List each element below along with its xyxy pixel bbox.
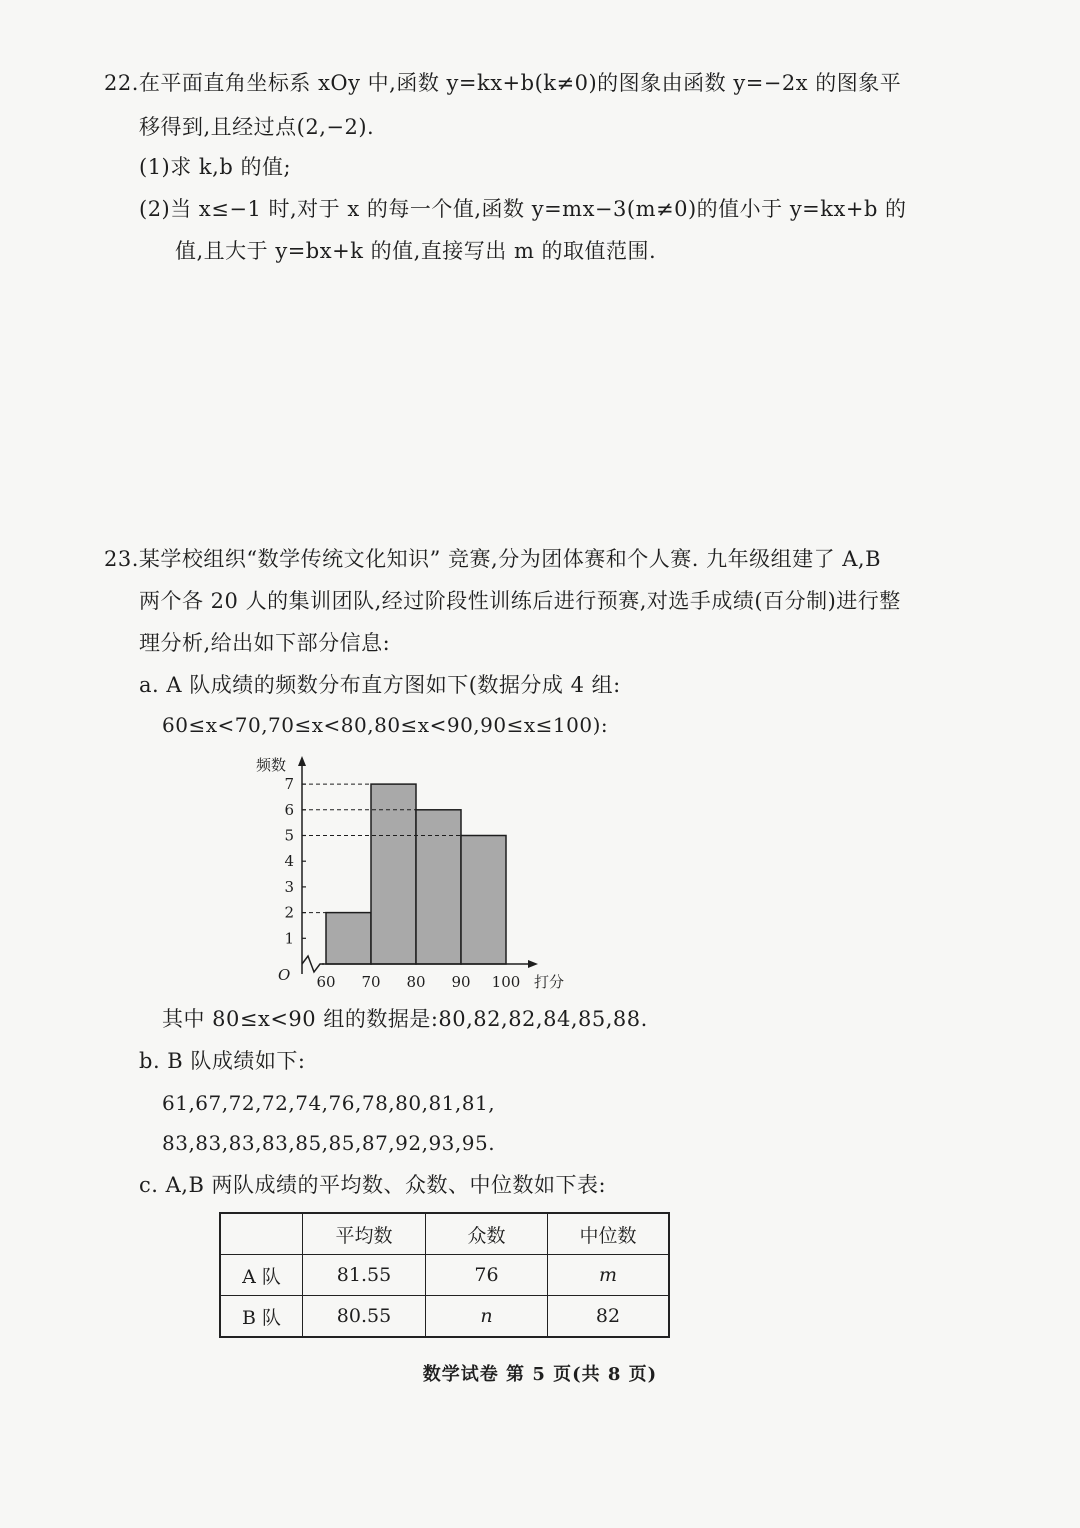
table-header-row — [220, 1213, 669, 1255]
page-footer: 数学试卷 第 5 页(共 8 页) — [422, 1364, 658, 1385]
q22-line1: 22.在平面直角坐标系 xOy 中,函数 y=kx+b(k≠0)的图象由函数 y=−2x 的图象平 — [104, 71, 902, 95]
q23-line2: 两个各 20 人的集训团队,经过阶段性训练后进行预赛,对选手成绩(百分制)进行整 — [139, 589, 901, 613]
table-cell: m — [548, 1255, 670, 1296]
y-tick-label: 1 — [284, 929, 294, 948]
y-tick-label: 5 — [284, 826, 294, 845]
histogram-bar — [416, 810, 461, 964]
table-header-cell: 平均数 — [303, 1213, 426, 1255]
x-tick-label: 70 — [361, 973, 381, 991]
q22-part2-line2: 值,且大于 y=bx+k 的值,直接写出 m 的取值范围. — [175, 239, 657, 263]
histogram-chart — [248, 748, 578, 998]
y-tick-label: 7 — [284, 775, 294, 794]
table-cell: 80.55 — [303, 1296, 426, 1338]
x-tick-label: 80 — [406, 973, 426, 991]
histogram-bar — [461, 836, 506, 965]
table-cell: n — [426, 1296, 548, 1338]
q23-a-line1: a. A 队成绩的频数分布直方图如下(数据分成 4 组: — [139, 673, 621, 697]
table-cell: B 队 — [220, 1296, 303, 1338]
q23-a-note: 其中 80≤x<90 组的数据是:80,82,82,84,85,88. — [162, 1007, 648, 1031]
y-tick-labels — [284, 775, 306, 947]
y-tick-label: 3 — [284, 877, 294, 896]
table-header-cell: 中位数 — [548, 1213, 670, 1255]
q23-line3: 理分析,给出如下部分信息: — [139, 631, 391, 655]
x-axis-label: 打分 — [534, 973, 565, 991]
table-row — [220, 1255, 669, 1296]
table-cell: A 队 — [220, 1255, 303, 1296]
table-cell: 81.55 — [303, 1255, 426, 1296]
q23-b-line1: 61,67,72,72,74,76,78,80,81,81, — [162, 1091, 496, 1115]
histogram-bars — [326, 784, 506, 964]
q22-part1: (1)求 k,b 的值; — [139, 155, 292, 179]
x-axis-arrow — [528, 960, 538, 968]
table-row — [220, 1296, 669, 1338]
table-cell: 76 — [426, 1255, 548, 1296]
x-tick-labels — [316, 973, 520, 991]
q22-line2: 移得到,且经过点(2,−2). — [139, 115, 375, 139]
x-tick-label: 90 — [451, 973, 471, 991]
q23-a-line2: 60≤x<70,70≤x<80,80≤x<90,90≤x≤100): — [162, 713, 609, 737]
x-tick-label: 100 — [491, 973, 521, 991]
histogram-bar — [371, 784, 416, 964]
histogram-bar — [326, 913, 371, 964]
y-tick-label: 2 — [284, 903, 294, 922]
origin-label: O — [278, 966, 291, 984]
table-header-cell — [220, 1213, 303, 1255]
y-axis-label: 频数 — [256, 756, 287, 774]
q22-part2-line1: (2)当 x≤−1 时,对于 x 的每一个值,函数 y=mx−3(m≠0)的值小于 y=kx+b 的 — [139, 197, 907, 221]
stats-table — [219, 1212, 670, 1338]
table-header-cell: 众数 — [426, 1213, 548, 1255]
x-tick-label: 60 — [316, 973, 336, 991]
table-cell: 82 — [548, 1296, 670, 1338]
y-tick-label: 6 — [284, 800, 294, 819]
y-axis-arrow — [298, 756, 306, 766]
q23-b-title: b. B 队成绩如下: — [139, 1049, 306, 1073]
q23-b-line2: 83,83,83,83,85,85,87,92,93,95. — [162, 1131, 496, 1155]
q23-c-title: c. A,B 两队成绩的平均数、众数、中位数如下表: — [139, 1173, 607, 1197]
axis-break-mark — [302, 956, 324, 972]
y-tick-label: 4 — [284, 852, 294, 871]
q23-line1: 23.某学校组织“数学传统文化知识” 竞赛,分为团体赛和个人赛. 九年级组建了 A,B — [104, 547, 882, 571]
